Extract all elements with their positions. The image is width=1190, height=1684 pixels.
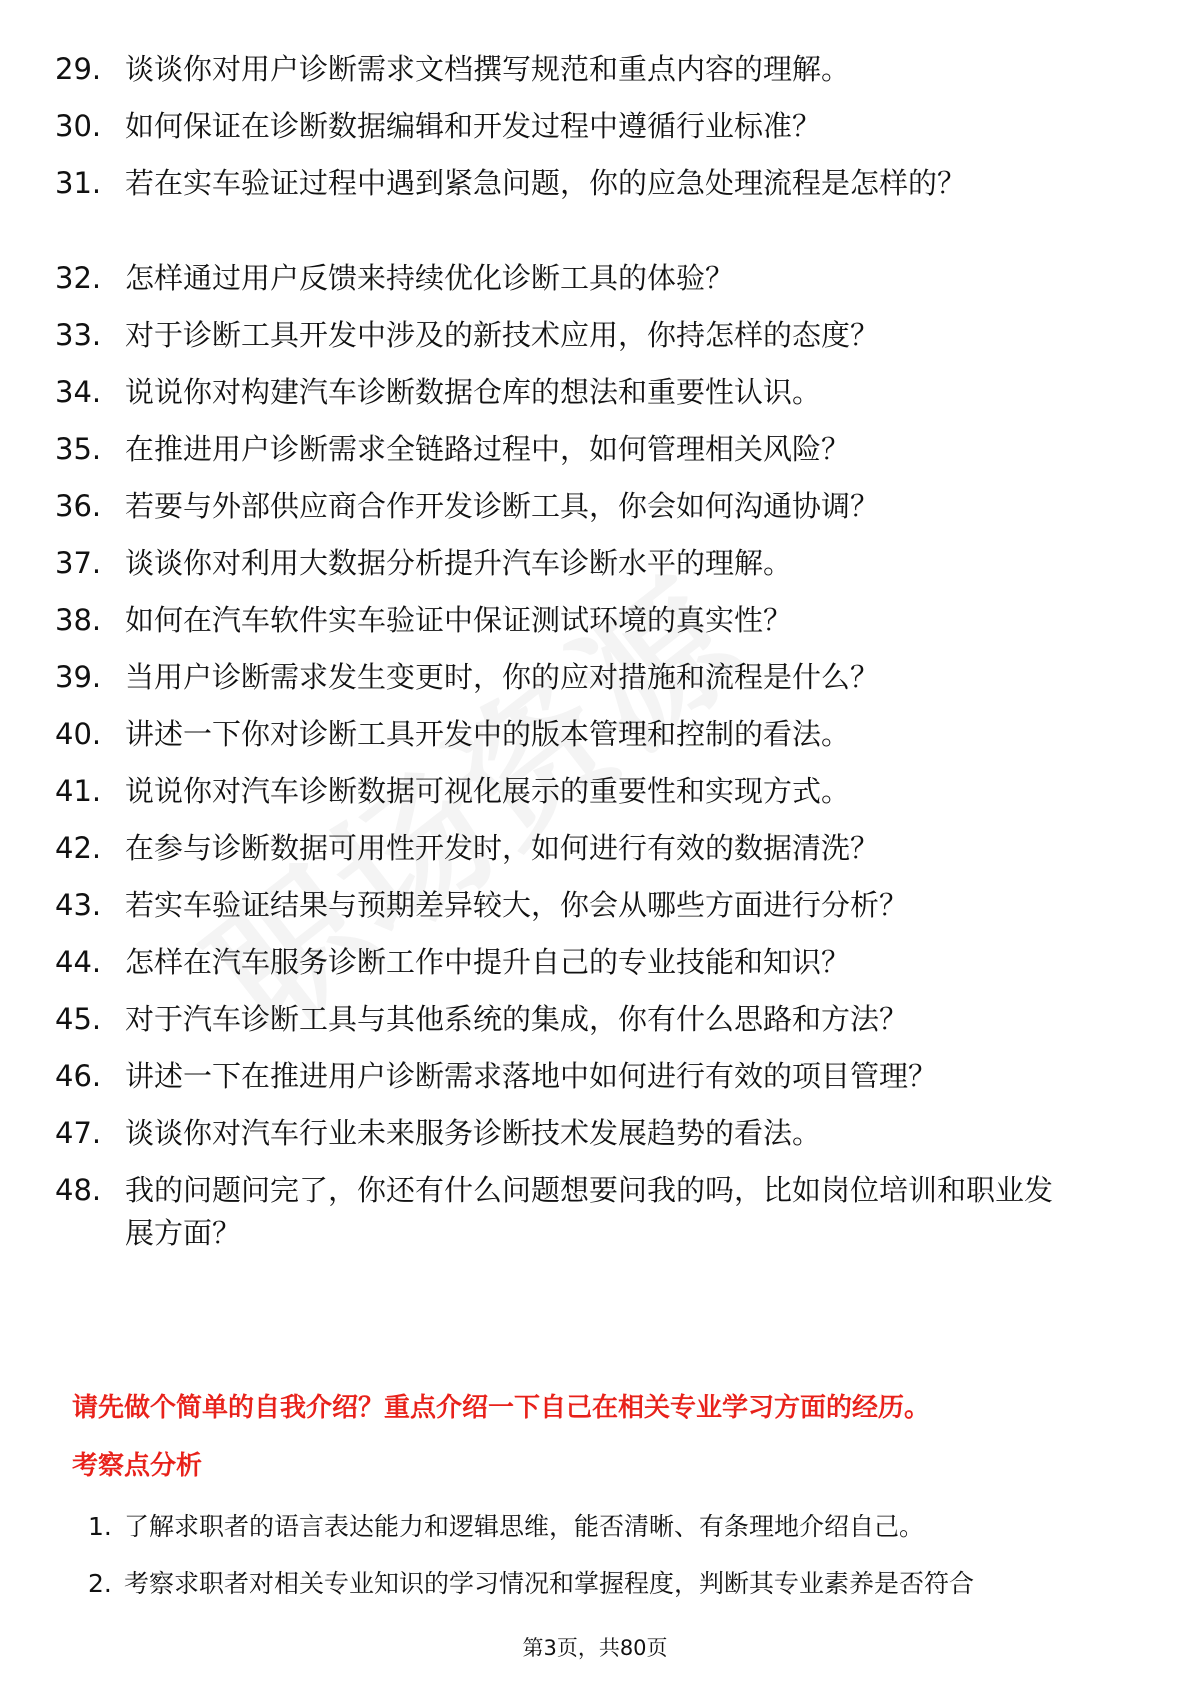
item-number: 43. (55, 888, 102, 922)
list-item (55, 371, 1135, 414)
item-text: 讲述一下你对诊断工具开发中的版本管理和控制的看法。 (125, 717, 851, 751)
item-text: 若实车验证结果与预期差异较大，你会从哪些方面进行分析？ (125, 888, 909, 922)
item-text: 若在实车验证过程中遇到紧急问题，你的应急处理流程是怎样的？ (125, 166, 967, 200)
item-number: 30. (55, 109, 102, 143)
item-number: 2. (88, 1569, 112, 1598)
list-item (55, 105, 1135, 148)
list-item (55, 485, 1135, 528)
item-number: 41. (55, 774, 102, 808)
list-item (55, 713, 1135, 756)
item-number: 39. (55, 660, 102, 694)
list-item (55, 162, 1135, 205)
item-text: 说说你对构建汽车诊断数据仓库的想法和重要性认识。 (125, 375, 822, 409)
list-item (55, 599, 1135, 642)
item-text: 在推进用户诊断需求全链路过程中，如何管理相关风险？ (125, 432, 851, 466)
item-number: 35. (55, 432, 102, 466)
list-item (55, 656, 1135, 699)
list-item (55, 1112, 1135, 1155)
item-text: 怎样在汽车服务诊断工作中提升自己的专业技能和知识？ (125, 945, 851, 979)
list-item (55, 314, 1135, 357)
item-number: 34. (55, 375, 102, 409)
item-number: 44. (55, 945, 102, 979)
item-number: 31. (55, 166, 102, 200)
list-item (55, 884, 1135, 927)
item-text: 当用户诊断需求发生变更时，你的应对措施和流程是什么？ (125, 660, 880, 694)
item-number: 32. (55, 261, 102, 295)
item-text: 在参与诊断数据可用性开发时，如何进行有效的数据清洗？ (125, 831, 880, 865)
item-text: 谈谈你对汽车行业未来服务诊断技术发展趋势的看法。 (125, 1116, 822, 1150)
item-number: 47. (55, 1116, 102, 1150)
item-number: 46. (55, 1059, 102, 1093)
item-text: 怎样通过用户反馈来持续优化诊断工具的体验？ (125, 261, 735, 295)
item-text: 如何在汽车软件实车验证中保证测试环境的真实性？ (125, 603, 793, 637)
item-number: 42. (55, 831, 102, 865)
item-number: 36. (55, 489, 102, 523)
item-number: 38. (55, 603, 102, 637)
item-text: 了解求职者的语言表达能力和逻辑思维，能否清晰、有条理地介绍自己。 (124, 1512, 925, 1541)
list-item (55, 770, 1135, 813)
item-number: 1. (88, 1512, 112, 1541)
item-text: 我的问题问完了，你还有什么问题想要问我的吗，比如岗位培训和职业发展方面？ (125, 1173, 1054, 1250)
list-item (55, 542, 1135, 585)
list-item (55, 428, 1135, 471)
list-item (55, 257, 1135, 300)
item-number: 40. (55, 717, 102, 751)
list-item (88, 1566, 1148, 1602)
list-item (55, 1055, 1135, 1098)
item-number: 33. (55, 318, 102, 352)
item-text: 说说你对汽车诊断数据可视化展示的重要性和实现方式。 (125, 774, 851, 808)
item-number: 37. (55, 546, 102, 580)
item-text: 如何保证在诊断数据编辑和开发过程中遵循行业标准？ (125, 109, 822, 143)
list-item (55, 827, 1135, 870)
section-heading: 请先做个简单的自我介绍？重点介绍一下自己在相关专业学习方面的经历。 (72, 1393, 931, 1423)
list-item (88, 1509, 1148, 1545)
item-number: 29. (55, 52, 102, 86)
list-item (55, 48, 1135, 91)
item-text: 若要与外部供应商合作开发诊断工具，你会如何沟通协调？ (125, 489, 880, 523)
item-text: 谈谈你对用户诊断需求文档撰写规范和重点内容的理解。 (125, 52, 851, 86)
item-text: 考察求职者对相关专业知识的学习情况和掌握程度，判断其专业素养是否符合 (124, 1569, 975, 1598)
item-text: 讲述一下在推进用户诊断需求落地中如何进行有效的项目管理？ (125, 1059, 938, 1093)
section-subheading: 考察点分析 (72, 1451, 203, 1481)
item-number: 45. (55, 1002, 102, 1036)
list-item (55, 998, 1135, 1041)
list-item (55, 1169, 1135, 1255)
list-item (55, 941, 1135, 984)
page-footer: 第3页，共80页 (522, 1636, 668, 1660)
item-text: 谈谈你对利用大数据分析提升汽车诊断水平的理解。 (125, 546, 793, 580)
item-number: 48. (55, 1173, 102, 1207)
item-text: 对于诊断工具开发中涉及的新技术应用，你持怎样的态度？ (125, 318, 880, 352)
item-text: 对于汽车诊断工具与其他系统的集成，你有什么思路和方法？ (125, 1002, 909, 1036)
